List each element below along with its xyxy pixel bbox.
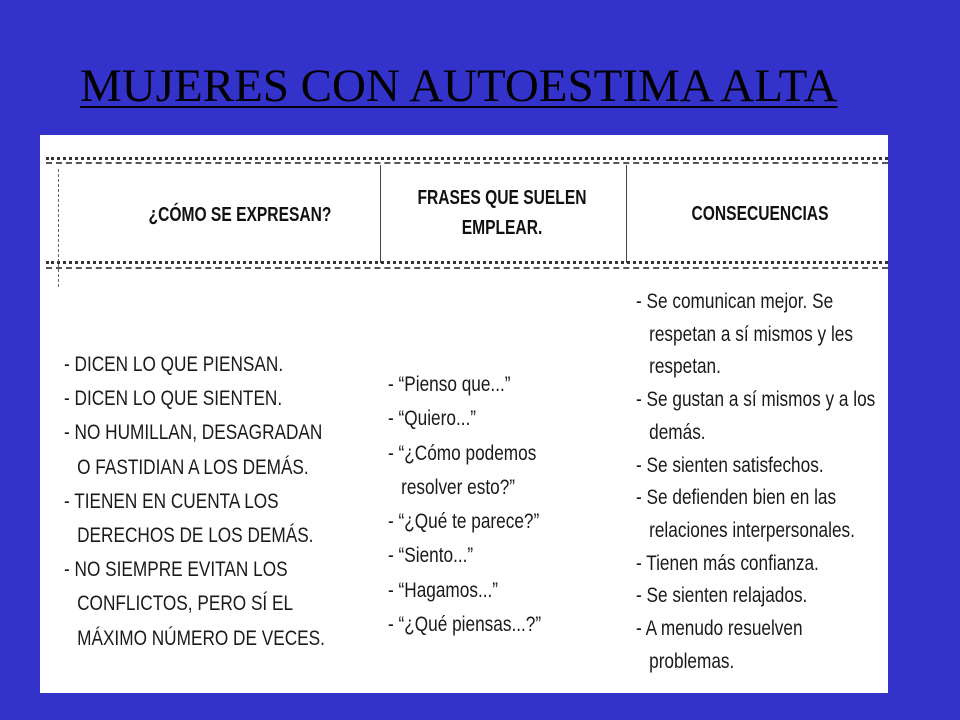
list-item: - “¿Cómo podemos bbox=[388, 441, 537, 465]
list-item-continuation: DERECHOS DE LOS DEMÁS. bbox=[77, 524, 314, 548]
list-item: - Se defienden bien en las bbox=[636, 486, 837, 510]
table-top-border-inner bbox=[46, 162, 888, 164]
list-item-continuation: demás. bbox=[649, 420, 706, 444]
list-item-continuation: problemas. bbox=[649, 649, 735, 673]
list-item-continuation: CONFLICTOS, PERO SÍ EL bbox=[77, 592, 294, 616]
scanned-table-image bbox=[40, 135, 888, 693]
list-item: - TIENEN EN CUENTA LOS bbox=[64, 489, 279, 513]
list-item-continuation: O FASTIDIAN A LOS DEMÁS. bbox=[77, 455, 309, 479]
header-bottom-border-inner bbox=[46, 267, 888, 269]
list-item: - “Hagamos...” bbox=[388, 578, 499, 602]
slide-title: MUJERES CON AUTOESTIMA ALTA bbox=[80, 60, 838, 112]
list-item: - “Quiero...” bbox=[388, 407, 477, 431]
list-item: - “¿Qué piensas...?” bbox=[388, 613, 542, 637]
column-como-se-expresan bbox=[64, 348, 325, 656]
list-item: - Tienen más confianza. bbox=[636, 551, 819, 575]
list-item: - “Siento...” bbox=[388, 544, 474, 568]
list-item-continuation: resolver esto?” bbox=[401, 475, 516, 499]
list-item-continuation: respetan. bbox=[649, 355, 721, 379]
list-item-continuation: relaciones interpersonales. bbox=[649, 518, 855, 542]
header-consecuencias: CONSECUENCIAS bbox=[691, 203, 829, 225]
list-item: - NO SIEMPRE EVITAN LOS bbox=[64, 558, 288, 582]
list-item: - Se sienten relajados. bbox=[636, 584, 808, 608]
table-top-border bbox=[46, 157, 888, 160]
list-item: - “¿Qué te parece?” bbox=[388, 510, 540, 534]
header-2-line-2: EMPLEAR. bbox=[461, 217, 543, 239]
column-consecuencias bbox=[636, 286, 875, 678]
list-item: - Se gustan a sí mismos y a los bbox=[636, 388, 876, 412]
table-left-border bbox=[58, 169, 59, 287]
list-item: - NO HUMILLAN, DESAGRADAN bbox=[64, 421, 323, 445]
list-item-continuation: MÁXIMO NÚMERO DE VECES. bbox=[77, 626, 325, 650]
list-item: - “Pienso que...” bbox=[388, 373, 511, 396]
column-frases bbox=[388, 368, 541, 642]
list-item: - DICEN LO QUE SIENTEN. bbox=[64, 387, 283, 411]
list-item: - Se comunican mejor. Se bbox=[636, 290, 834, 313]
header-frases-que-suelen-emplear bbox=[369, 183, 634, 243]
header-2-line-1: FRASES QUE SUELEN bbox=[417, 187, 587, 209]
list-item-continuation: respetan a sí mismos y les bbox=[649, 322, 853, 346]
list-item: - Se sienten satisfechos. bbox=[636, 453, 824, 477]
list-item: - A menudo resuelven bbox=[636, 617, 803, 641]
header-como-se-expresan: ¿CÓMO SE EXPRESAN? bbox=[148, 204, 332, 226]
header-bottom-border bbox=[46, 261, 888, 264]
list-item: - DICEN LO QUE PIENSAN. bbox=[64, 353, 284, 376]
